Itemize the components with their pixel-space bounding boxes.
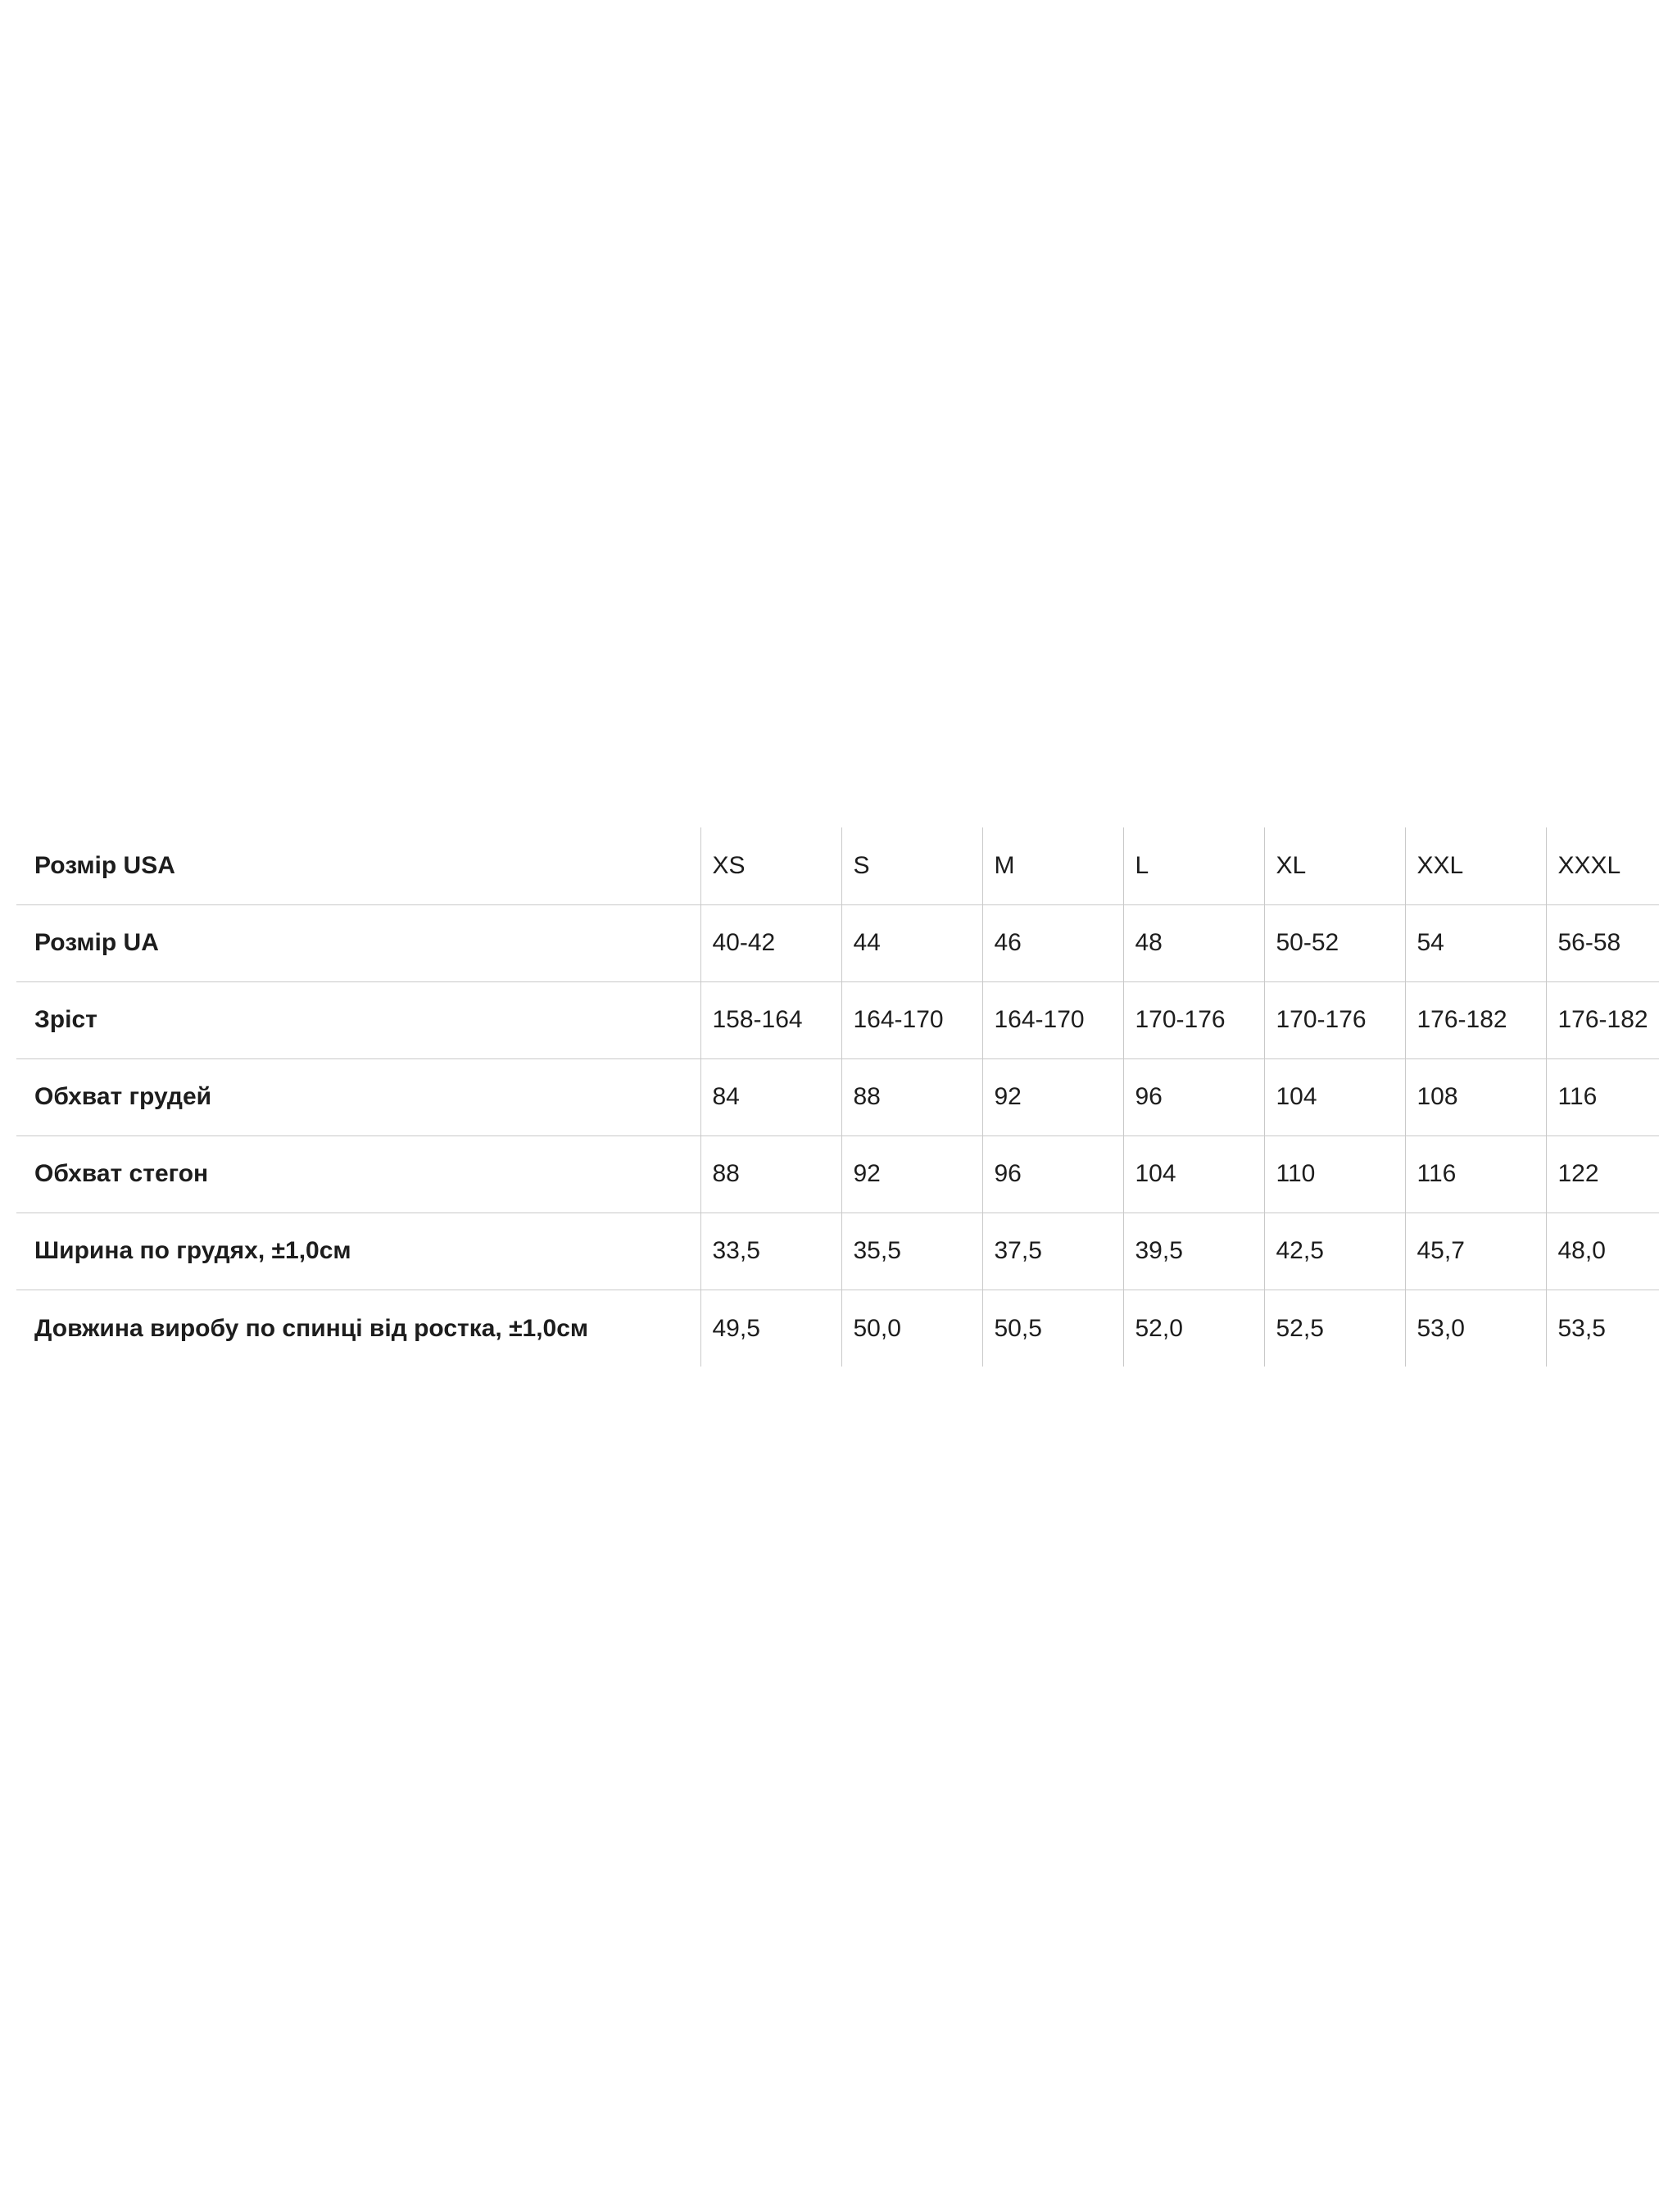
table-cell: 176-182 <box>1546 981 1659 1058</box>
table-cell: 50-52 <box>1264 904 1405 981</box>
table-row <box>16 827 1659 904</box>
table-cell: 170-176 <box>1123 981 1264 1058</box>
table-cell: 88 <box>700 1135 841 1213</box>
table-cell: 158-164 <box>700 981 841 1058</box>
table-cell: 48,0 <box>1546 1213 1659 1290</box>
table-cell: 53,5 <box>1546 1290 1659 1367</box>
row-label: Ширина по грудях, ±1,0см <box>16 1213 700 1290</box>
row-label: Обхват грудей <box>16 1058 700 1135</box>
table-cell: 35,5 <box>841 1213 982 1290</box>
table-cell: 164-170 <box>841 981 982 1058</box>
table-cell: 56-58 <box>1546 904 1659 981</box>
table-cell: XXXL <box>1546 827 1659 904</box>
table-cell: 84 <box>700 1058 841 1135</box>
size-chart-container <box>0 827 1659 1367</box>
table-cell: 108 <box>1405 1058 1546 1135</box>
table-cell: 42,5 <box>1264 1213 1405 1290</box>
row-label: Обхват стегон <box>16 1135 700 1213</box>
table-cell: 46 <box>982 904 1123 981</box>
table-cell: 116 <box>1405 1135 1546 1213</box>
row-label: Розмір USA <box>16 827 700 904</box>
table-row <box>16 1058 1659 1135</box>
table-cell: 54 <box>1405 904 1546 981</box>
table-cell: 104 <box>1264 1058 1405 1135</box>
table-cell: S <box>841 827 982 904</box>
table-cell: 92 <box>982 1058 1123 1135</box>
table-cell: 40-42 <box>700 904 841 981</box>
table-cell: 50,5 <box>982 1290 1123 1367</box>
table-cell: XL <box>1264 827 1405 904</box>
table-cell: 110 <box>1264 1135 1405 1213</box>
table-cell: L <box>1123 827 1264 904</box>
size-chart-table <box>16 827 1659 1367</box>
row-label: Довжина виробу по спинці від ростка, ±1,0см <box>16 1290 700 1367</box>
table-row <box>16 1290 1659 1367</box>
table-cell: M <box>982 827 1123 904</box>
table-cell: 88 <box>841 1058 982 1135</box>
table-cell: 122 <box>1546 1135 1659 1213</box>
table-cell: 170-176 <box>1264 981 1405 1058</box>
row-label: Розмір UA <box>16 904 700 981</box>
table-row <box>16 981 1659 1058</box>
table-cell: 116 <box>1546 1058 1659 1135</box>
table-cell: 52,0 <box>1123 1290 1264 1367</box>
table-cell: 92 <box>841 1135 982 1213</box>
table-cell: 33,5 <box>700 1213 841 1290</box>
table-cell: 48 <box>1123 904 1264 981</box>
table-row <box>16 1135 1659 1213</box>
table-cell: 96 <box>982 1135 1123 1213</box>
table-cell: 49,5 <box>700 1290 841 1367</box>
table-cell: 44 <box>841 904 982 981</box>
row-label: Зріст <box>16 981 700 1058</box>
table-cell: 39,5 <box>1123 1213 1264 1290</box>
table-cell: 164-170 <box>982 981 1123 1058</box>
table-row <box>16 1213 1659 1290</box>
table-cell: XS <box>700 827 841 904</box>
table-cell: 96 <box>1123 1058 1264 1135</box>
table-row <box>16 904 1659 981</box>
table-cell: 52,5 <box>1264 1290 1405 1367</box>
table-cell: 45,7 <box>1405 1213 1546 1290</box>
table-cell: 50,0 <box>841 1290 982 1367</box>
table-cell: XXL <box>1405 827 1546 904</box>
size-chart-body <box>16 827 1659 1367</box>
table-cell: 104 <box>1123 1135 1264 1213</box>
table-cell: 53,0 <box>1405 1290 1546 1367</box>
table-cell: 37,5 <box>982 1213 1123 1290</box>
table-cell: 176-182 <box>1405 981 1546 1058</box>
